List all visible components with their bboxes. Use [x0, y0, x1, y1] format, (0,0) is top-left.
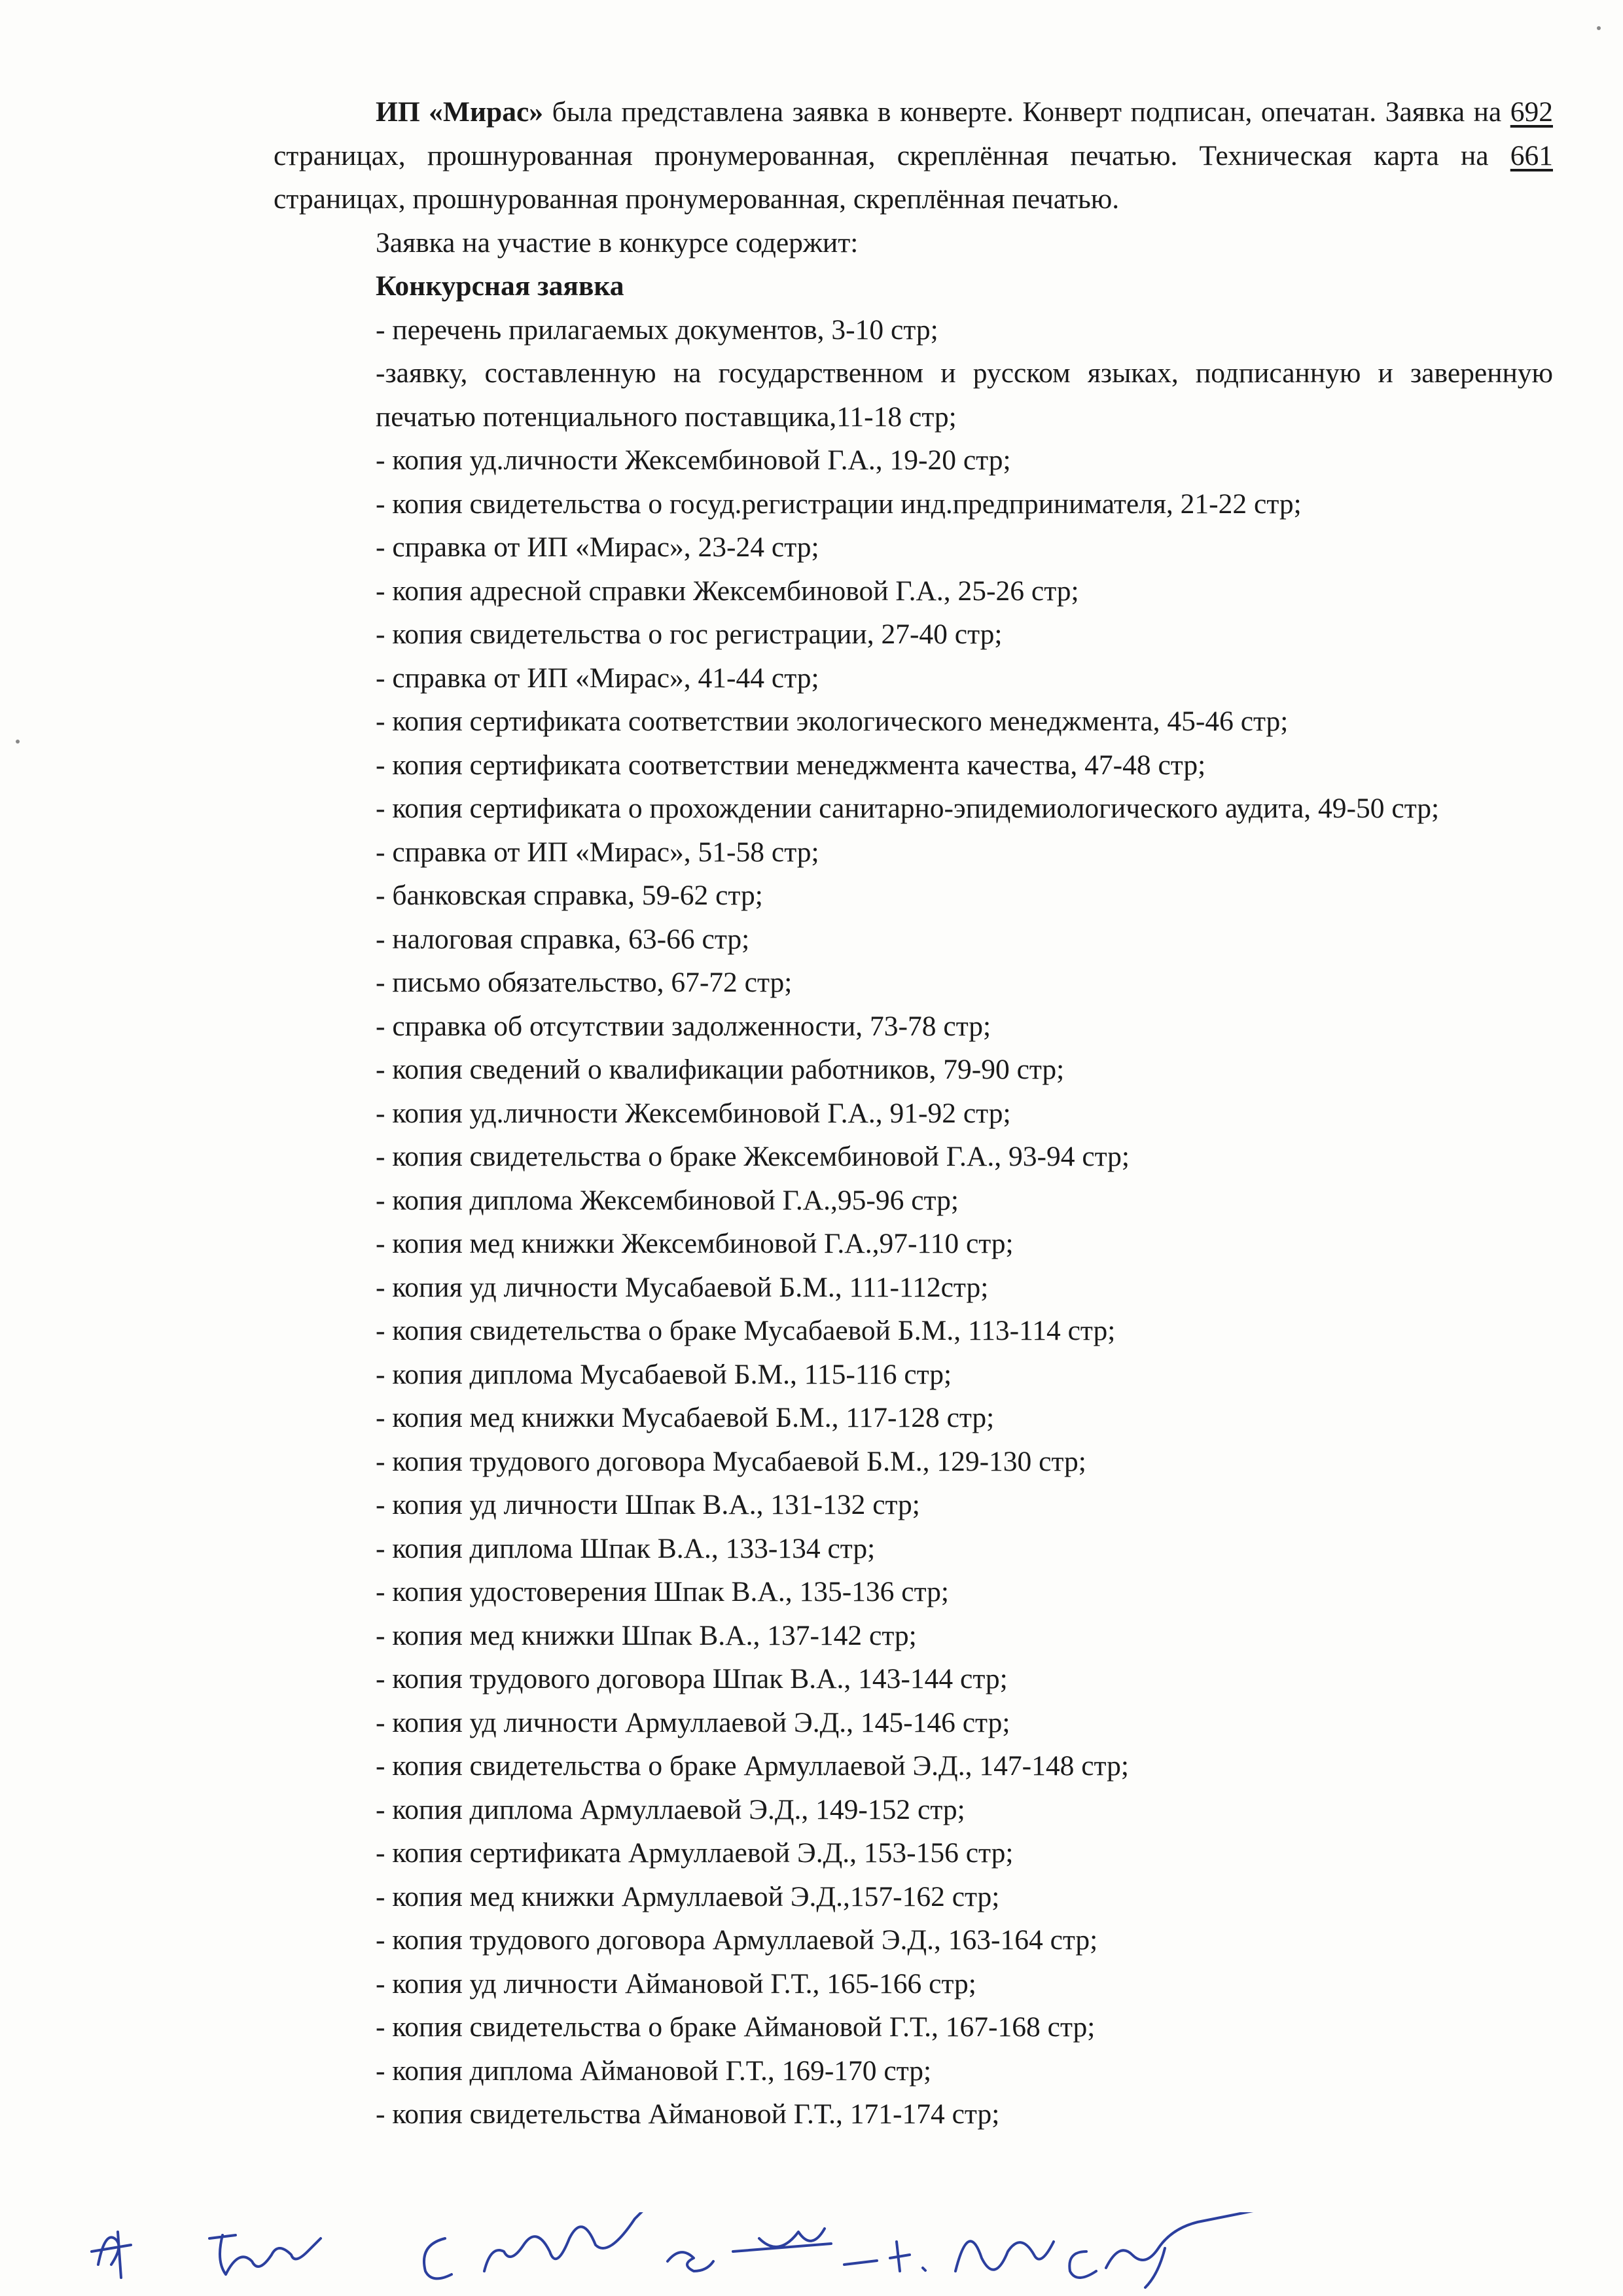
- document-list-item: - копия сертификата соответствии экологического менеджмента, 45-46 стр;: [376, 706, 1289, 737]
- document-list-item: - копия свидетельства о браке Мусабаевой Б.М., 113-114 стр;: [376, 1315, 1116, 1346]
- document-list-item: - копия свидетельства о гос регистрации, 27-40 стр;: [376, 619, 1003, 650]
- document-list-item: - копия мед книжки Шпак В.А., 137-142 стр;: [376, 1619, 917, 1651]
- document-list-item: - копия трудового договора Шпак В.А., 143-144 стр;: [376, 1663, 1008, 1695]
- intro-text-3: страницах, прошнурованная пронумерованная, скреплённая печатью.: [274, 183, 1120, 215]
- document-list-item: -заявку, составленную на государственном и русском языках, подписанную и заверенную печатью потенциального поставщика,11-18 стр;: [376, 357, 1553, 433]
- document-list-item: - копия мед книжки Мусабаевой Б.М., 117-128 стр;: [376, 1402, 995, 1433]
- document-list-item: - копия свидетельства о госуд.регистрации инд.предпринимателя, 21-22 стр;: [376, 488, 1302, 520]
- document-list-item: - справка об отсутствии задолженности, 73-78 стр;: [376, 1010, 991, 1042]
- document-list-item: - копия уд личности Мусабаевой Б.М., 111-112стр;: [376, 1271, 989, 1303]
- document-list-item: - копия адресной справки Жексембиновой Г.А., 25-26 стр;: [376, 575, 1079, 607]
- document-list-item: - копия уд.личности Жексембиновой Г.А., 19-20 стр;: [376, 444, 1011, 476]
- document-list-item: - копия трудового договора Мусабаевой Б.М., 129-130 стр;: [376, 1445, 1086, 1477]
- document-list-item: - копия удостоверения Шпак В.А., 135-136 стр;: [376, 1576, 949, 1607]
- document-list-item: - справка от ИП «Мирас», 41-44 стр;: [376, 662, 819, 694]
- document-list-item: - копия сертификата Армуллаевой Э.Д., 153-156 стр;: [376, 1837, 1014, 1869]
- document-list-item: - копия уд личности Шпак В.А., 131-132 стр;: [376, 1489, 920, 1520]
- document-list-item: - копия свидетельства Аймановой Г.Т., 171-174 стр;: [376, 2098, 1000, 2130]
- document-list-item: - копия диплома Армуллаевой Э.Д., 149-152 стр;: [376, 1793, 965, 1825]
- document-list-item: - копия свидетельства о браке Жексембиновой Г.А., 93-94 стр;: [376, 1141, 1130, 1172]
- scan-speck: [16, 740, 20, 744]
- company-name: ИП «Мирас»: [376, 96, 544, 128]
- handwritten-signatures: [79, 2212, 1453, 2291]
- document-list-item: - копия диплома Шпак В.А., 133-134 стр;: [376, 1532, 876, 1564]
- document-list-item: - копия свидетельства о браке Аймановой Г.Т., 167-168 стр;: [376, 2011, 1096, 2043]
- intro-text-2: страницах, прошнурованная пронумерованная, скреплённая печатью. Техническая карта на: [274, 139, 1510, 171]
- application-page-count: 692: [1510, 96, 1553, 128]
- document-list-item: - копия свидетельства о браке Армуллаевой Э.Д., 147-148 стр;: [376, 1750, 1129, 1782]
- document-list-item: - копия мед книжки Армуллаевой Э.Д.,157-162 стр;: [376, 1880, 1000, 1912]
- document-list-item: - копия диплома Жексембиновой Г.А.,95-96 стр;: [376, 1184, 959, 1216]
- document-list-item: - справка от ИП «Мирас», 51-58 стр;: [376, 836, 819, 868]
- document-list-item: - копия диплома Аймановой Г.Т., 169-170 стр;: [376, 2054, 932, 2087]
- document-list-item: - копия трудового договора Армуллаевой Э.Д., 163-164 стр;: [376, 1924, 1098, 1956]
- section-heading: Конкурсная заявка: [376, 270, 624, 302]
- document-list-item: - налоговая справка, 63-66 стр;: [376, 923, 750, 955]
- intro-paragraph: [274, 90, 1553, 221]
- document-list-item: - копия сведений о квалификации работников, 79-90 стр;: [376, 1054, 1065, 1085]
- document-list-item: - перечень прилагаемых документов, 3-10 стр;: [376, 314, 938, 346]
- contains-label: Заявка на участие в конкурсе содержит:: [376, 226, 859, 259]
- document-list-item: - справка от ИП «Мирас», 23-24 стр;: [376, 531, 819, 563]
- intro-text-1: была представлена заявка в конверте. Конверт подписан, опечатан. Заявка на: [543, 96, 1510, 128]
- document-list-item: - банковская справка, 59-62 стр;: [376, 880, 763, 911]
- document-list-item: - копия уд личности Аймановой Г.Т., 165-166 стр;: [376, 1967, 976, 2000]
- document-list-item: - копия уд.личности Жексембиновой Г.А., 91-92 стр;: [376, 1097, 1011, 1129]
- document-body: [274, 90, 1553, 2136]
- document-list-item: - копия диплома Мусабаевой Б.М., 115-116 стр;: [376, 1358, 952, 1390]
- tech-card-page-count: 661: [1510, 139, 1553, 171]
- document-list-item: - копия сертификата о прохождении санитарно-эпидемиологического аудита, 49-50 стр;: [376, 793, 1440, 824]
- document-list: [274, 308, 1553, 2136]
- document-list-item: - копия сертификата соответствии менеджмента качества, 47-48 стр;: [376, 749, 1206, 781]
- scan-speck: [1597, 26, 1601, 30]
- document-list-item: - письмо обязательство, 67-72 стр;: [376, 967, 793, 998]
- document-list-item: - копия мед книжки Жексембиновой Г.А.,97-110 стр;: [376, 1228, 1014, 1259]
- document-list-item: - копия уд личности Армуллаевой Э.Д., 145-146 стр;: [376, 1706, 1010, 1738]
